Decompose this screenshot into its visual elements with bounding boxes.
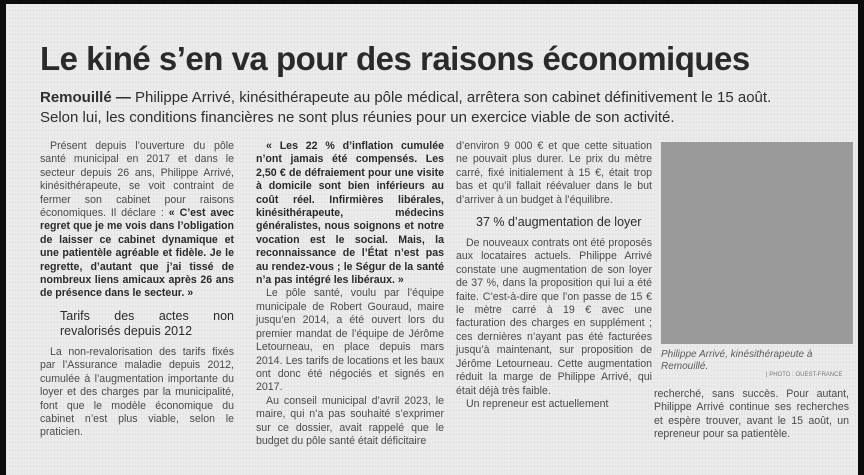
subheading: 37 % d’augmentation de loyer bbox=[476, 215, 642, 230]
article-headline: Le kiné s’en va pour des raisons économiques bbox=[40, 40, 750, 77]
photo-credit: | PHOTO : OUEST-FRANCE bbox=[766, 372, 843, 378]
column-3 bbox=[456, 140, 652, 411]
paragraph: d’environ 9 000 € et que cette situation ne pouvait plus durer. Le prix du mètre carré, fixé initialement à 15 €, était trop bas et qu’il fallait réévaluer dans le but d’arriver à un budget à l’équilibre. bbox=[456, 140, 652, 206]
paragraph: Au conseil municipal d’avril 2023, le maire, qui n’a pas souhaité s’exprimer sur ce dossier, avait rappelé que le budget du pôle santé était déficitaire bbox=[256, 394, 444, 447]
paragraph: recherché, sans succès. Pour autant, Philippe Arrivé continue ses recherches et espère trouver, avant le 15 août, un repreneur pour sa patientèle. bbox=[654, 388, 849, 441]
paragraph: Le pôle santé, voulu par l’équipe municipale de Robert Gouraud, maire jusqu’en 2014, a été ouvert lors du premier mandat de l’équipe de Jérôme Letourneau, en place depuis mars 2014. Les tarifs de locations et les baux ont donc été négociés et signés en 2017. bbox=[256, 287, 444, 394]
paragraph: La non-revalorisation des tarifs fixés par l’Assurance maladie depuis 2012, cumulée à l’augmentation importante du loyer et des charges par la municipalité, font que le modèle économique du cabinet n’est plus viable, selon le praticien. bbox=[40, 345, 234, 439]
quote-text: « Les 22 % d’inflation cumulée n’ont jamais été compensés. Les 2,50 € de défraiement pour une visite à domicile sont bien inférieurs au coût réel. Infirmières libérales, kinésithérapeute, médecins généralistes, nous soignons et notre vocation est le social. Mais, la reconnaissance de l’État n’est pas au rendez-vous ; le Ségur de la santé n’a pas intégré les libéraux. » bbox=[256, 140, 444, 287]
paragraph: Un repreneur est actuellement bbox=[466, 397, 609, 410]
newspaper-clipping bbox=[6, 4, 858, 475]
lede-text: Philippe Arrivé, kinésithérapeute au pôle médical, arrêtera son cabinet définitivement le 15 août. Selon lui, les conditions financières ne sont plus réunies pour un exercice viable de son activité. bbox=[40, 89, 772, 126]
article-lede bbox=[40, 88, 780, 128]
paragraph: De nouveaux contrats ont été proposés aux locataires actuels. Philippe Arrivé constate une augmentation de son loyer de 37 %, dans la proposition qui lui a été faite. C’est-à-dire que l’on passe de 15 € le mètre carré à 19 € avec une facturation des charges en supplément ; ces dernières n’ayant pas été facturées jusqu’à maintenant, sur proposition de Jérôme Letourneau. Cette augmentation réduit la marge de Philippe Arrivé, qui était déjà très faible. bbox=[456, 237, 652, 397]
quote-text: « C’est avec regret que je me vois dans l’obligation de laisser ce cabinet dynamique et une patientèle agréable et fidèle. Je le regrette, d’autant que j’ai tissé de nombreux liens amicaux après 26 ans de présence dans le secteur. » bbox=[40, 207, 234, 300]
article-photo-placeholder bbox=[661, 142, 853, 344]
column-1 bbox=[40, 140, 234, 440]
photo-caption: Philippe Arrivé, kinésithérapeute à Remouillé. bbox=[661, 349, 813, 372]
paragraph bbox=[40, 140, 234, 301]
column-2 bbox=[256, 140, 444, 448]
column-4 bbox=[654, 388, 849, 442]
paragraph bbox=[256, 140, 444, 287]
paragraph-text: Présent depuis l’ouverture du pôle santé municipal en 2017 et dans le secteur depuis 26 ans, Philippe Arrivé, kinésithérapeute, se voit contraint de fermer son cabinet pour raisons économiques. Il déclare : bbox=[40, 140, 234, 220]
subheading: Tarifs des actes non revalorisés depuis 2012 bbox=[60, 308, 234, 338]
lede-location: Remouillé — bbox=[40, 89, 131, 106]
